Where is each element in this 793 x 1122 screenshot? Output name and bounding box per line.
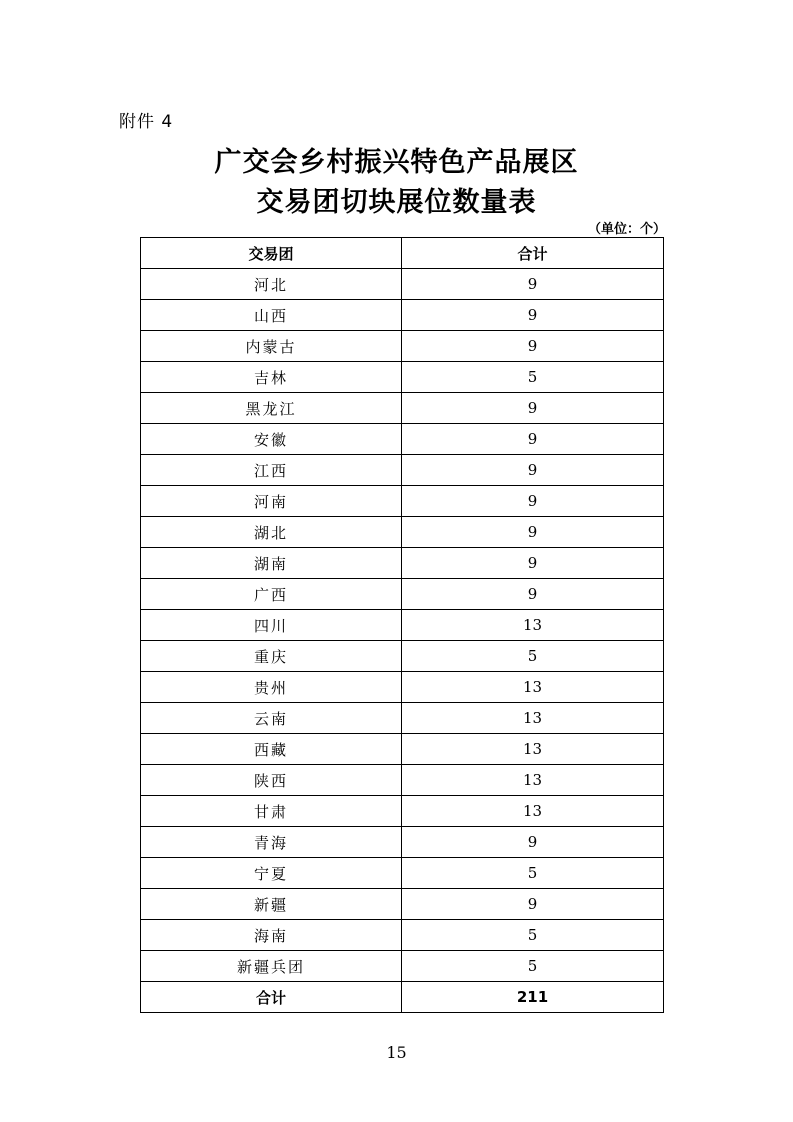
delegation-name-cell: 湖南 xyxy=(141,548,402,579)
table-row xyxy=(141,300,664,331)
booth-count-cell: 9 xyxy=(402,827,664,858)
table-row xyxy=(141,641,664,672)
table-header-row xyxy=(141,238,664,269)
delegation-name-cell: 贵州 xyxy=(141,672,402,703)
table-row xyxy=(141,951,664,982)
booth-count-cell: 13 xyxy=(402,672,664,703)
total-value: 211 xyxy=(402,982,664,1013)
table-row xyxy=(141,393,664,424)
delegation-name-cell: 吉林 xyxy=(141,362,402,393)
table-row xyxy=(141,827,664,858)
delegation-name-cell: 江西 xyxy=(141,455,402,486)
table-row xyxy=(141,362,664,393)
attachment-label: 附件 4 xyxy=(119,112,174,132)
delegation-name-cell: 新疆兵团 xyxy=(141,951,402,982)
table-body xyxy=(141,269,664,982)
booth-count-cell: 13 xyxy=(402,734,664,765)
booth-count-cell: 9 xyxy=(402,579,664,610)
booth-count-cell: 13 xyxy=(402,610,664,641)
table-row xyxy=(141,269,664,300)
booth-count-cell: 9 xyxy=(402,548,664,579)
table-row xyxy=(141,424,664,455)
delegation-name-cell: 云南 xyxy=(141,703,402,734)
page-title-line2: 交易团切块展位数量表 xyxy=(256,187,537,218)
booth-count-cell: 13 xyxy=(402,703,664,734)
table-row xyxy=(141,858,664,889)
header-delegation: 交易团 xyxy=(141,238,402,269)
table-row xyxy=(141,517,664,548)
table-row xyxy=(141,734,664,765)
delegation-name-cell: 内蒙古 xyxy=(141,331,402,362)
booth-count-cell: 5 xyxy=(402,641,664,672)
delegation-name-cell: 四川 xyxy=(141,610,402,641)
delegation-name-cell: 甘肃 xyxy=(141,796,402,827)
delegation-name-cell: 青海 xyxy=(141,827,402,858)
unit-note: （单位：个） xyxy=(587,222,666,237)
delegation-name-cell: 陕西 xyxy=(141,765,402,796)
delegation-name-cell: 黑龙江 xyxy=(141,393,402,424)
booth-count-cell: 9 xyxy=(402,455,664,486)
delegation-name-cell: 山西 xyxy=(141,300,402,331)
table-row xyxy=(141,889,664,920)
delegation-name-cell: 安徽 xyxy=(141,424,402,455)
booth-count-cell: 9 xyxy=(402,269,664,300)
table-row xyxy=(141,703,664,734)
booth-count-cell: 5 xyxy=(402,920,664,951)
table-row xyxy=(141,579,664,610)
booth-count-cell: 9 xyxy=(402,331,664,362)
delegation-name-cell: 重庆 xyxy=(141,641,402,672)
delegation-name-cell: 宁夏 xyxy=(141,858,402,889)
booth-count-cell: 5 xyxy=(402,858,664,889)
header-total: 合计 xyxy=(402,238,664,269)
delegation-name-cell: 河南 xyxy=(141,486,402,517)
booth-count-cell: 9 xyxy=(402,424,664,455)
delegation-name-cell: 新疆 xyxy=(141,889,402,920)
delegation-name-cell: 湖北 xyxy=(141,517,402,548)
booth-count-cell: 5 xyxy=(402,951,664,982)
table-row xyxy=(141,548,664,579)
delegation-name-cell: 河北 xyxy=(141,269,402,300)
page-number: 15 xyxy=(386,1043,407,1062)
delegation-name-cell: 海南 xyxy=(141,920,402,951)
booth-count-cell: 9 xyxy=(402,300,664,331)
table-row xyxy=(141,796,664,827)
table-row xyxy=(141,610,664,641)
booth-count-cell: 9 xyxy=(402,517,664,548)
page-title-line1: 广交会乡村振兴特色产品展区 xyxy=(214,147,579,178)
table-total-row xyxy=(141,982,664,1013)
booth-count-table xyxy=(140,237,664,1013)
table-row xyxy=(141,486,664,517)
table-row xyxy=(141,455,664,486)
delegation-name-cell: 西藏 xyxy=(141,734,402,765)
table-row xyxy=(141,672,664,703)
total-label: 合计 xyxy=(141,982,402,1013)
booth-count-cell: 9 xyxy=(402,486,664,517)
table-row xyxy=(141,765,664,796)
booth-count-cell: 9 xyxy=(402,393,664,424)
booth-count-cell: 9 xyxy=(402,889,664,920)
booth-count-cell: 13 xyxy=(402,796,664,827)
booth-count-cell: 13 xyxy=(402,765,664,796)
delegation-name-cell: 广西 xyxy=(141,579,402,610)
booth-count-cell: 5 xyxy=(402,362,664,393)
table-row xyxy=(141,920,664,951)
table-row xyxy=(141,331,664,362)
